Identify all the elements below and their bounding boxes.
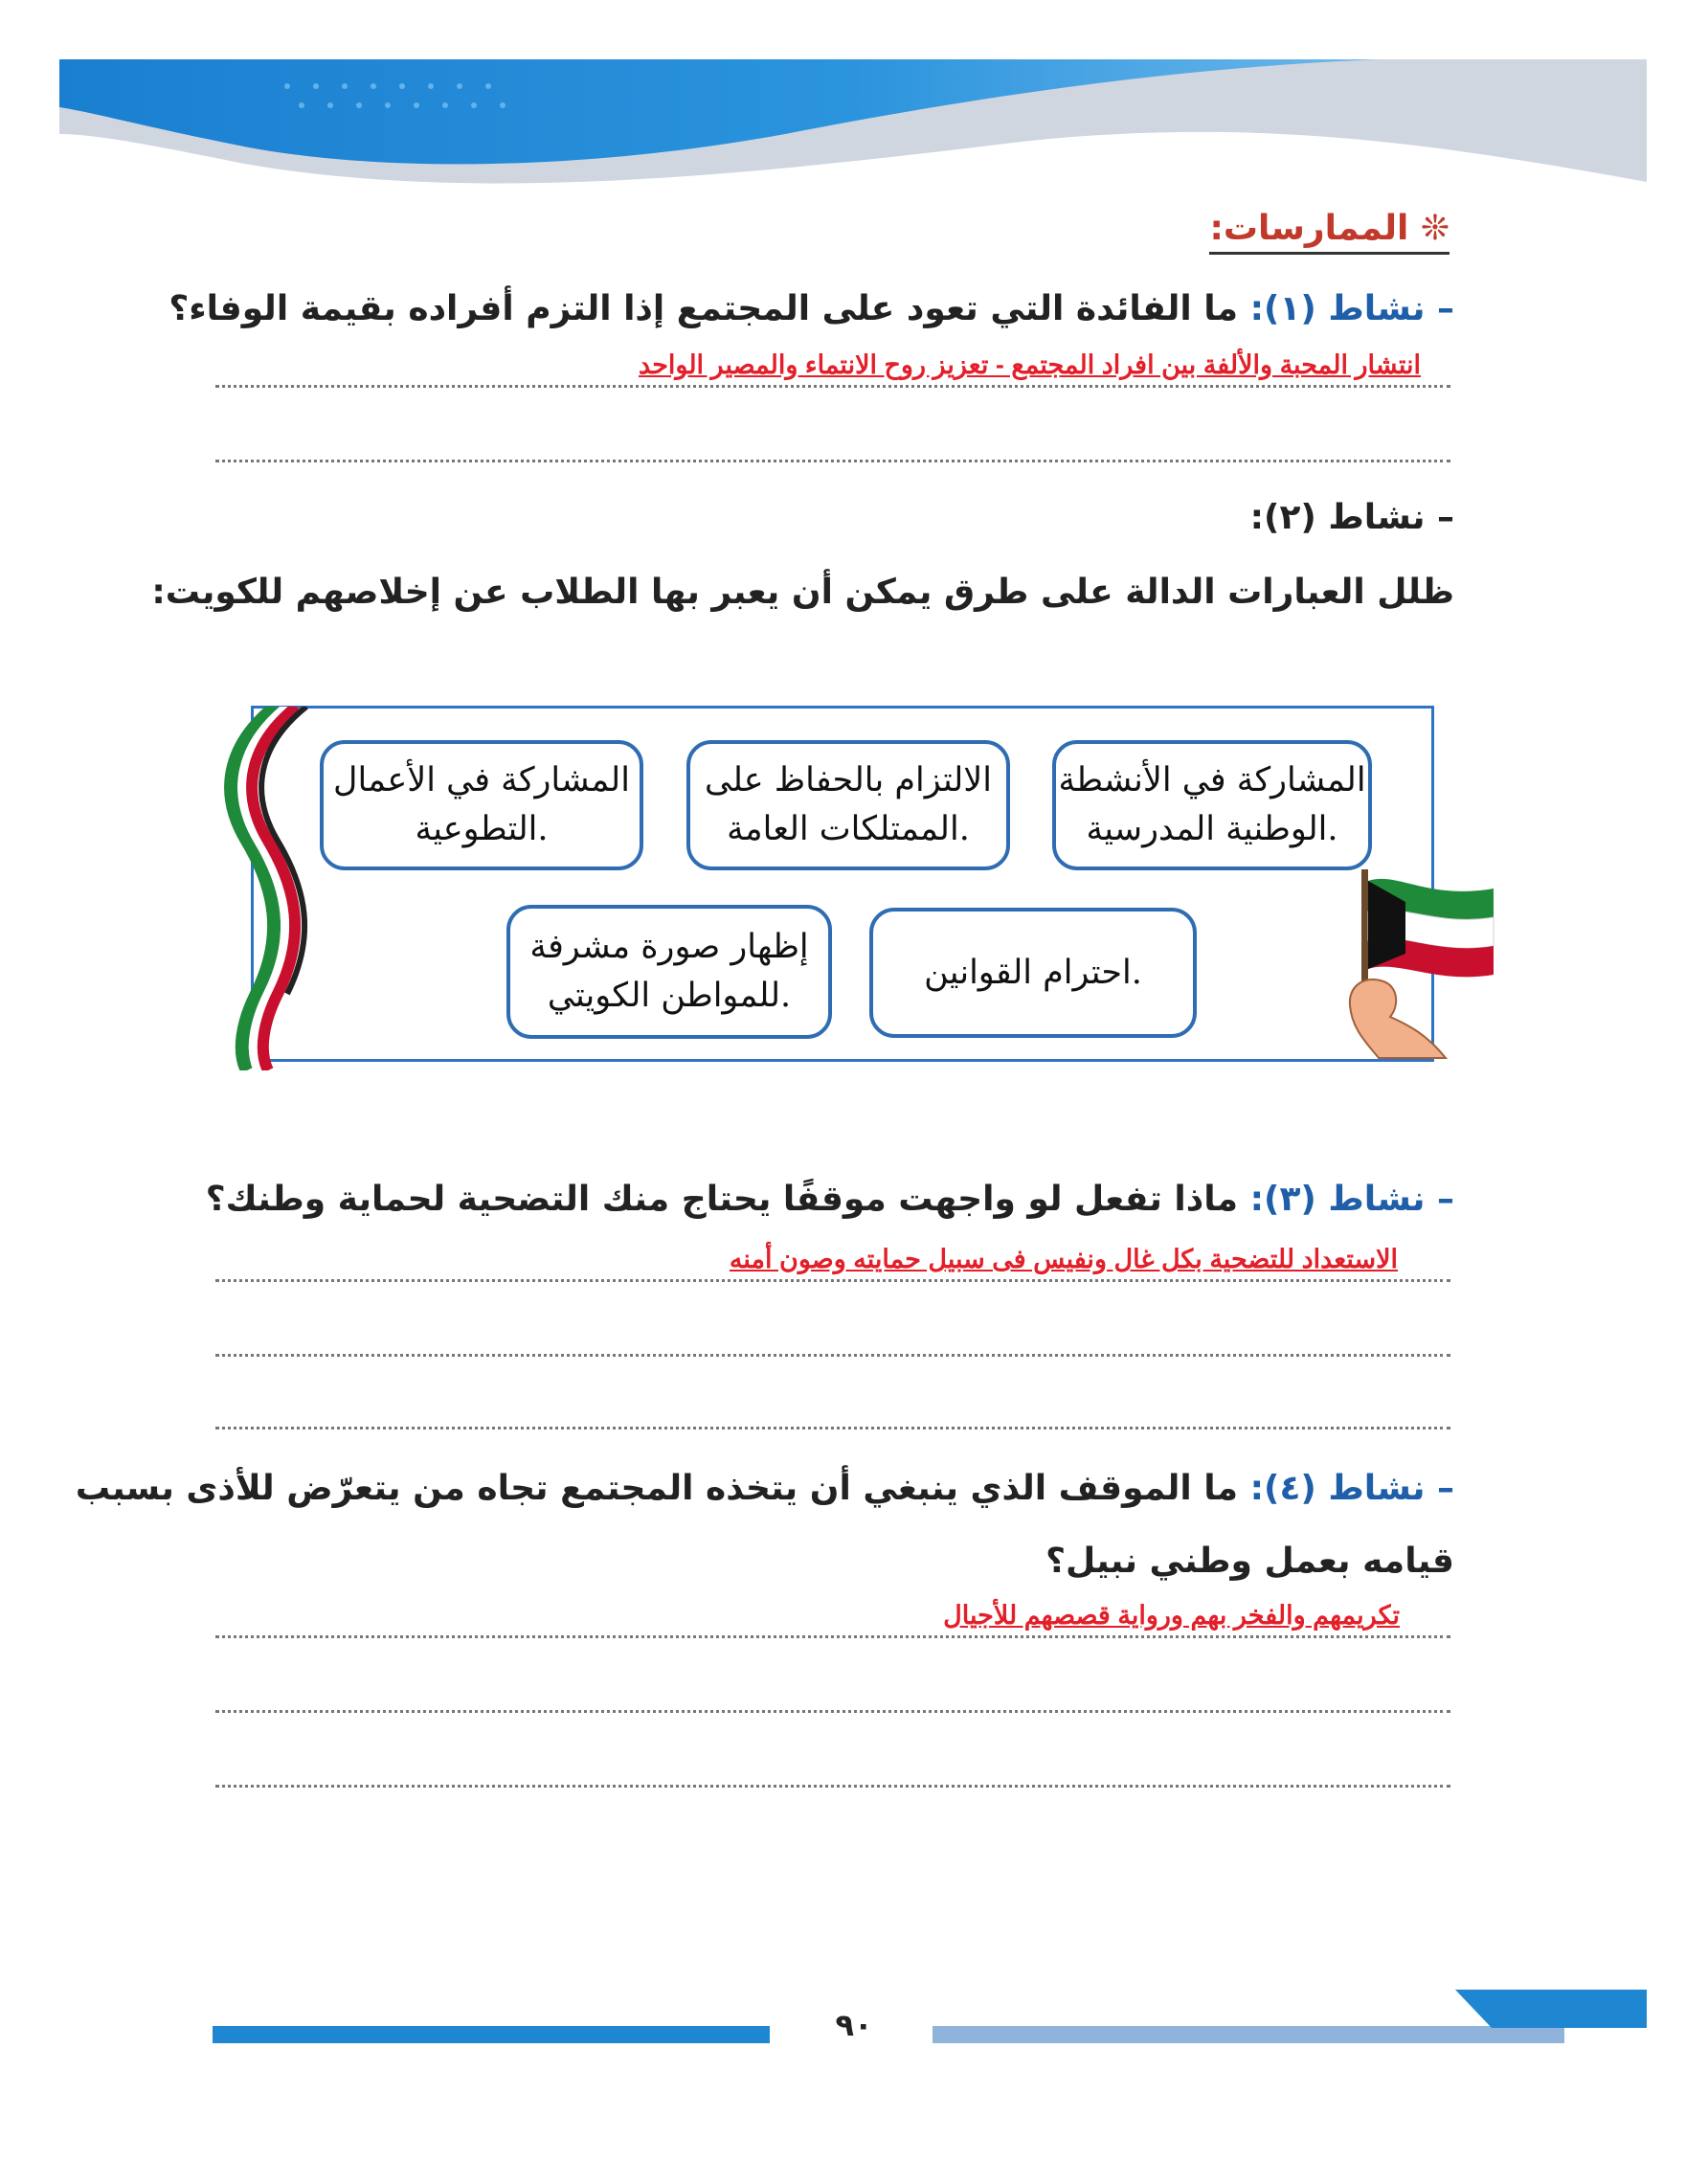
activity-3-question [206,1180,1454,1219]
choice-box[interactable] [320,740,643,870]
choice-line: الوطنية المدرسية. [1086,810,1338,848]
activity-3-answer: الاستعداد للتضحية بكل غال ونفيس فى سبيل حمايته وصون أمنه [729,1245,1398,1273]
activity-1-question [169,289,1454,328]
activity-4-question-line1 [76,1469,1454,1508]
kuwait-flag-icon [1340,862,1503,1068]
activity-2-label: – نشاط (٢): [1249,498,1454,537]
choice-box[interactable] [869,908,1197,1038]
activity-3-text: ماذا تفعل لو واجهت موقفًا يحتاج منك التضحية لحماية وطنك؟ [205,1180,1239,1219]
choice-box[interactable] [506,905,832,1039]
answer-line [215,1279,1450,1282]
answer-line [215,1710,1450,1713]
footer-tab-accent [1455,1990,1647,2028]
answer-line [215,385,1450,388]
answer-line [215,1354,1450,1357]
header-wave-banner [0,0,1708,211]
answer-line [215,1785,1450,1788]
activity-4-question-line2: قيامه بعمل وطني نبيل؟ [1045,1542,1454,1581]
activity-1-answer: انتشار المحبة والألفة بين افراد المجتمع - تعزيز روح الانتماء والمصير الواحد [639,350,1421,379]
choice-line: الممتلكات العامة. [727,810,970,848]
activity-2-instruction: ظلل العبارات الدالة على طرق يمكن أن يعبر بها الطلاب عن إخلاصهم للكويت: [151,573,1454,612]
choice-line: التطوعية. [415,810,549,848]
answer-line [215,1635,1450,1638]
footer-bar-left [213,2026,770,2043]
activity-1-label: – نشاط (١): [1249,289,1454,328]
choice-box[interactable] [686,740,1010,870]
activity-3-label: – نشاط (٣): [1249,1180,1454,1219]
footer-bar-right [933,2026,1564,2043]
choice-line: المشاركة في الأعمال [333,761,630,800]
activity-4-answer: تكريمهم والفخر بهم ورواية قصصهم للأجيال [943,1601,1400,1630]
choice-line: احترام القوانين. [924,953,1142,992]
choice-line: المشاركة في الأنشطة [1058,761,1366,800]
answer-line [215,460,1450,462]
activity-4-label: – نشاط (٤): [1249,1469,1454,1508]
answer-line [215,1427,1450,1429]
page-number: ٩٠ [835,2007,873,2043]
section-title: ❊ الممارسات: [1209,209,1450,255]
choice-line: الالتزام بالحفاظ على [705,761,992,800]
choice-line: للمواطن الكويتي. [547,977,792,1015]
kuwait-ribbon-icon [209,707,314,1070]
activity-1-text: ما الفائدة التي تعود على المجتمع إذا التزم أفراده بقيمة الوفاء؟ [169,289,1239,328]
activity-4-text-1: ما الموقف الذي ينبغي أن يتخذه المجتمع تجاه من يتعرّض للأذى بسبب [75,1469,1239,1508]
choice-box[interactable] [1052,740,1372,870]
choice-line: إظهار صورة مشرفة [529,928,809,967]
